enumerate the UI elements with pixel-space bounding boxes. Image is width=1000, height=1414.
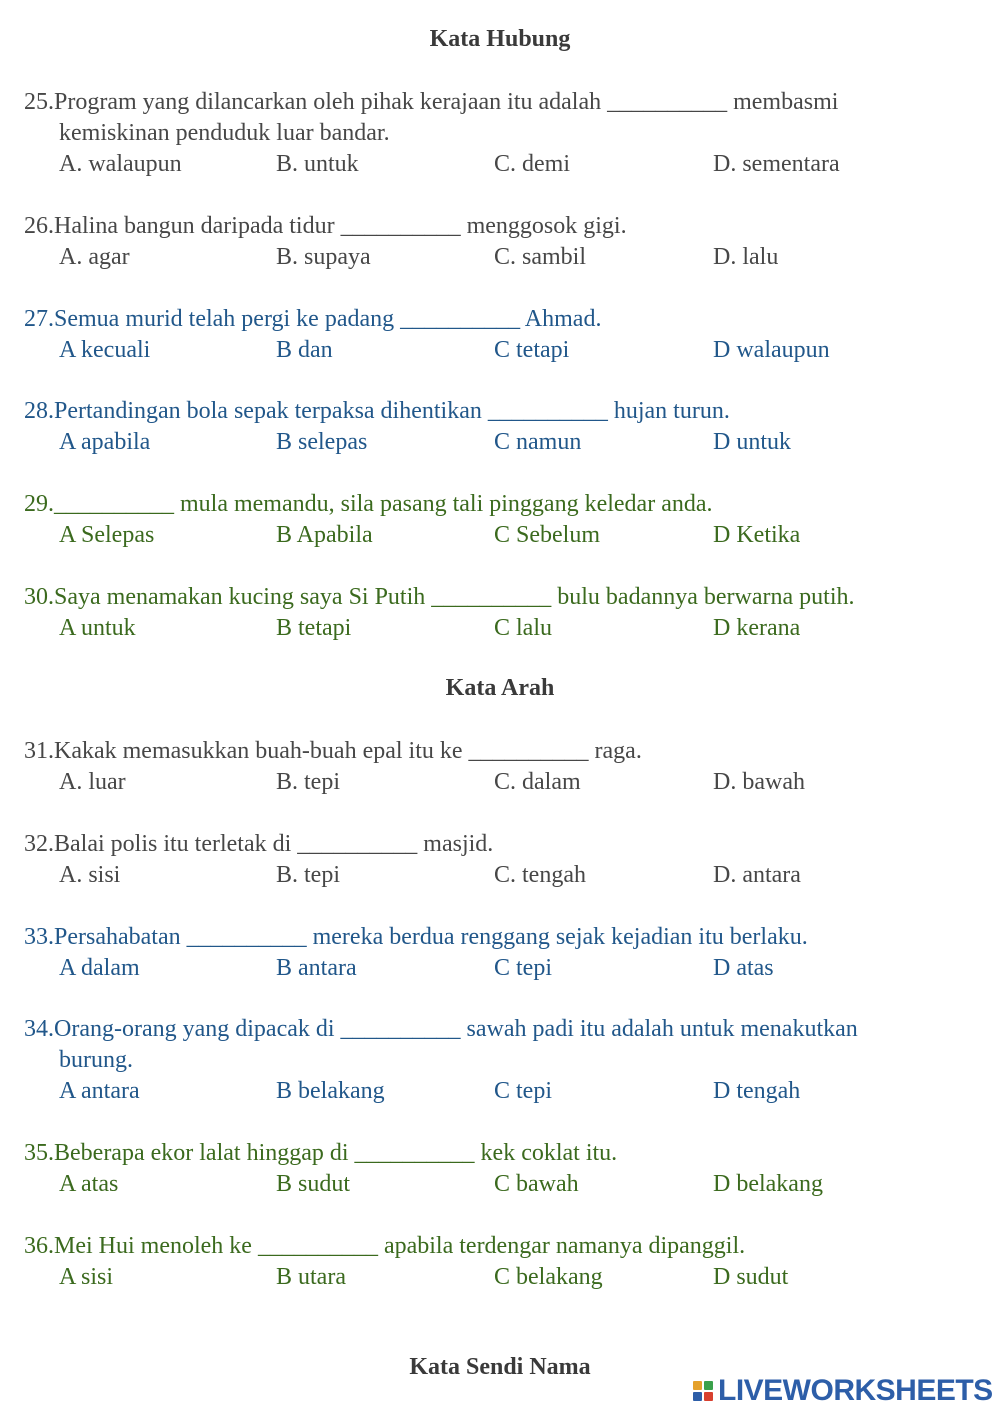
option-b[interactable]: B. supaya bbox=[276, 244, 371, 270]
question-30 bbox=[24, 582, 974, 644]
option-a[interactable]: A untuk bbox=[59, 615, 136, 641]
options-row bbox=[24, 149, 974, 180]
question-26 bbox=[24, 211, 974, 273]
option-b[interactable]: B. tepi bbox=[276, 862, 340, 888]
question-text: 32.Balai polis itu terletak di __________ masjid. bbox=[24, 831, 494, 857]
option-d[interactable]: D. antara bbox=[713, 862, 801, 888]
option-c[interactable]: C. tengah bbox=[494, 862, 586, 888]
options-row bbox=[24, 1169, 974, 1200]
option-b[interactable]: B Apabila bbox=[276, 522, 373, 548]
logo-text: LIVEWORKSHEETS bbox=[718, 1374, 993, 1407]
options-row bbox=[24, 520, 974, 551]
option-a[interactable]: A Selepas bbox=[59, 522, 155, 548]
option-a[interactable]: A apabila bbox=[59, 429, 151, 455]
option-a[interactable]: A kecuali bbox=[59, 337, 151, 363]
question-34 bbox=[24, 1014, 974, 1107]
option-c[interactable]: C. sambil bbox=[494, 244, 587, 270]
question-text: 30.Saya menamakan kucing saya Si Putih __________ bulu badannya berwarna putih. bbox=[24, 584, 855, 610]
option-a[interactable]: A. agar bbox=[59, 244, 130, 270]
question-29 bbox=[24, 489, 974, 551]
liveworksheets-logo-icon bbox=[693, 1381, 713, 1401]
option-b[interactable]: B belakang bbox=[276, 1078, 385, 1104]
option-c[interactable]: C namun bbox=[494, 429, 582, 455]
option-b[interactable]: B. untuk bbox=[276, 151, 359, 177]
option-a[interactable]: A. walaupun bbox=[59, 151, 182, 177]
option-b[interactable]: B antara bbox=[276, 955, 357, 981]
option-b[interactable]: B tetapi bbox=[276, 615, 352, 641]
question-33 bbox=[24, 922, 974, 984]
question-text: 31.Kakak memasukkan buah-buah epal itu ke __________ raga. bbox=[24, 738, 642, 764]
question-31 bbox=[24, 736, 974, 798]
option-c[interactable]: C tetapi bbox=[494, 337, 570, 363]
question-text: 27.Semua murid telah pergi ke padang __________ Ahmad. bbox=[24, 306, 602, 332]
option-b[interactable]: B dan bbox=[276, 337, 333, 363]
option-c[interactable]: C bawah bbox=[494, 1171, 579, 1197]
option-b[interactable]: B. tepi bbox=[276, 769, 340, 795]
option-c[interactable]: C. dalam bbox=[494, 769, 581, 795]
options-row bbox=[24, 860, 974, 891]
question-text-continued: kemiskinan penduduk luar bandar. bbox=[59, 120, 390, 146]
option-a[interactable]: A dalam bbox=[59, 955, 140, 981]
option-d[interactable]: D atas bbox=[713, 955, 774, 981]
options-row bbox=[24, 242, 974, 273]
question-text: 34.Orang-orang yang dipacak di __________ sawah padi itu adalah untuk menakutkan bbox=[24, 1016, 858, 1042]
option-a[interactable]: A. sisi bbox=[59, 862, 121, 888]
question-25 bbox=[24, 87, 974, 180]
option-c[interactable]: C belakang bbox=[494, 1264, 603, 1290]
question-28 bbox=[24, 396, 974, 458]
options-row bbox=[24, 953, 974, 984]
option-c[interactable]: C tepi bbox=[494, 1078, 552, 1104]
option-d[interactable]: D. bawah bbox=[713, 769, 805, 795]
question-27 bbox=[24, 304, 974, 366]
option-d[interactable]: D belakang bbox=[713, 1171, 823, 1197]
options-row bbox=[24, 767, 974, 798]
option-d[interactable]: D untuk bbox=[713, 429, 791, 455]
option-d[interactable]: D. sementara bbox=[713, 151, 840, 177]
question-text: 28.Pertandingan bola sepak terpaksa dihentikan __________ hujan turun. bbox=[24, 398, 730, 424]
options-row bbox=[24, 427, 974, 458]
option-d[interactable]: D Ketika bbox=[713, 522, 801, 548]
option-a[interactable]: A. luar bbox=[59, 769, 126, 795]
question-text: 36.Mei Hui menoleh ke __________ apabila terdengar namanya dipanggil. bbox=[24, 1233, 746, 1259]
options-row bbox=[24, 613, 974, 644]
option-b[interactable]: B sudut bbox=[276, 1171, 351, 1197]
section-title-kata-hubung: Kata Hubung bbox=[429, 26, 571, 52]
question-35 bbox=[24, 1138, 974, 1200]
option-c[interactable]: C lalu bbox=[494, 615, 552, 641]
question-32 bbox=[24, 829, 974, 891]
question-text: 25.Program yang dilancarkan oleh pihak kerajaan itu adalah __________ membasmi bbox=[24, 89, 839, 115]
option-a[interactable]: A antara bbox=[59, 1078, 140, 1104]
section-title-kata-arah: Kata Arah bbox=[445, 675, 555, 701]
question-text: 33.Persahabatan __________ mereka berdua renggang sejak kejadian itu berlaku. bbox=[24, 924, 808, 950]
option-a[interactable]: A sisi bbox=[59, 1264, 114, 1290]
option-d[interactable]: D. lalu bbox=[713, 244, 779, 270]
question-text: 26.Halina bangun daripada tidur __________ menggosok gigi. bbox=[24, 213, 627, 239]
section-title-kata-sendi-nama: Kata Sendi Nama bbox=[409, 1354, 591, 1380]
options-row bbox=[24, 335, 974, 366]
liveworksheets-logo[interactable] bbox=[693, 1376, 993, 1406]
option-d[interactable]: D kerana bbox=[713, 615, 801, 641]
option-d[interactable]: D sudut bbox=[713, 1264, 789, 1290]
option-c[interactable]: C. demi bbox=[494, 151, 570, 177]
question-text-continued: burung. bbox=[59, 1047, 133, 1073]
option-c[interactable]: C Sebelum bbox=[494, 522, 600, 548]
option-d[interactable]: D walaupun bbox=[713, 337, 830, 363]
question-text: 29.__________ mula memandu, sila pasang tali pinggang keledar anda. bbox=[24, 491, 713, 517]
option-a[interactable]: A atas bbox=[59, 1171, 119, 1197]
option-b[interactable]: B utara bbox=[276, 1264, 346, 1290]
question-36 bbox=[24, 1231, 974, 1293]
question-text: 35.Beberapa ekor lalat hinggap di __________ kek coklat itu. bbox=[24, 1140, 618, 1166]
option-d[interactable]: D tengah bbox=[713, 1078, 801, 1104]
options-row bbox=[24, 1076, 974, 1107]
options-row bbox=[24, 1262, 974, 1293]
option-b[interactable]: B selepas bbox=[276, 429, 368, 455]
option-c[interactable]: C tepi bbox=[494, 955, 552, 981]
